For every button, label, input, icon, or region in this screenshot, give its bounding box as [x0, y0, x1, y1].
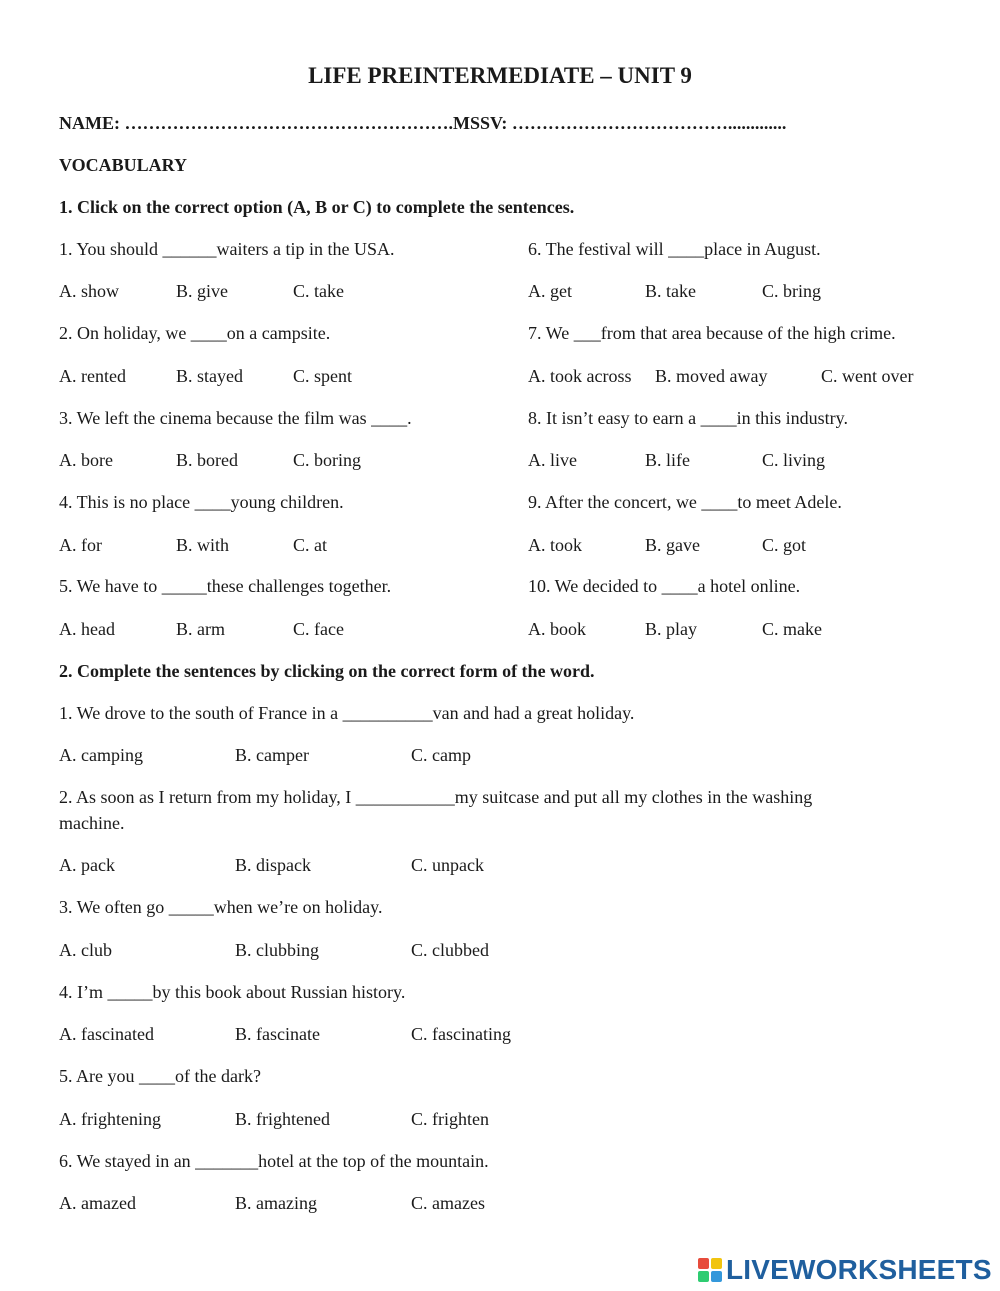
answer-option[interactable]: C. face	[293, 619, 344, 639]
question-text: 9. After the concert, we ____to meet Adele.	[528, 492, 842, 512]
answer-option[interactable]: B. arm	[176, 619, 225, 639]
answer-option[interactable]: A. for	[59, 535, 102, 555]
answer-option[interactable]: B. clubbing	[235, 940, 319, 960]
answer-option[interactable]: A. get	[528, 281, 572, 301]
answer-option[interactable]: A. pack	[59, 855, 115, 875]
page-title: LIFE PREINTERMEDIATE – UNIT 9	[308, 63, 692, 88]
question-text: 8. It isn’t easy to earn a ____in this industry.	[528, 408, 848, 428]
question-text: 10. We decided to ____a hotel online.	[528, 576, 801, 596]
answer-option[interactable]: B. give	[176, 281, 228, 301]
answer-option[interactable]: B. dispack	[235, 855, 311, 875]
answer-option[interactable]: B. gave	[645, 535, 700, 555]
question-text: 3. We often go _____when we’re on holiday.	[59, 897, 383, 917]
answer-option[interactable]: A. camping	[59, 745, 143, 765]
answer-option[interactable]: C. unpack	[411, 855, 484, 875]
answer-option[interactable]: C. at	[293, 535, 327, 555]
answer-option[interactable]: C. fascinating	[411, 1024, 511, 1044]
answer-option[interactable]: B. camper	[235, 745, 309, 765]
question-text: 2. On holiday, we ____on a campsite.	[59, 323, 331, 343]
logo-block	[698, 1258, 709, 1269]
answer-option[interactable]: A. took	[528, 535, 582, 555]
answer-option[interactable]: C. make	[762, 619, 822, 639]
answer-option[interactable]: A. club	[59, 940, 112, 960]
answer-option[interactable]: A. head	[59, 619, 115, 639]
answer-option[interactable]: B. take	[645, 281, 696, 301]
answer-option[interactable]: C. amazes	[411, 1193, 485, 1213]
question-text: 5. We have to _____these challenges together.	[59, 576, 392, 596]
name-line: NAME: ……………………………………………….MSSV: ……………………………….............	[59, 113, 787, 133]
answer-option[interactable]: B. frightened	[235, 1109, 330, 1129]
logo-block	[711, 1258, 722, 1269]
answer-option[interactable]: B. life	[645, 450, 690, 470]
answer-option[interactable]: A. fascinated	[59, 1024, 154, 1044]
answer-option[interactable]: B. bored	[176, 450, 238, 470]
answer-option[interactable]: C. spent	[293, 366, 353, 386]
answer-option[interactable]: B. stayed	[176, 366, 243, 386]
question-text-continuation: machine.	[59, 813, 125, 833]
question-text: 6. The festival will ____place in August.	[528, 239, 821, 259]
question-text: 3. We left the cinema because the film was ____.	[59, 408, 412, 428]
answer-option[interactable]: B. play	[645, 619, 697, 639]
answer-option[interactable]: A. rented	[59, 366, 126, 386]
question-text: 1. You should ______waiters a tip in the USA.	[59, 239, 395, 259]
liveworksheets-logo	[698, 1254, 992, 1286]
vocabulary-heading: VOCABULARY	[59, 155, 188, 175]
answer-option[interactable]: A. show	[59, 281, 120, 301]
question-text: 2. As soon as I return from my holiday, I ___________my suitcase and put all my clothes in the washing	[59, 787, 813, 807]
question-text: 1. We drove to the south of France in a __________van and had a great holiday.	[59, 703, 635, 723]
answer-option[interactable]: B. amazing	[235, 1193, 317, 1213]
logo-block	[711, 1271, 722, 1282]
answer-option[interactable]: A. took across	[528, 366, 632, 386]
question-text: 4. This is no place ____young children.	[59, 492, 344, 512]
question-text: 7. We ___from that area because of the high crime.	[528, 323, 896, 343]
answer-option[interactable]: A. amazed	[59, 1193, 136, 1213]
answer-option[interactable]: A. book	[528, 619, 586, 639]
answer-option[interactable]: B. fascinate	[235, 1024, 320, 1044]
answer-option[interactable]: C. bring	[762, 281, 822, 301]
answer-option[interactable]: C. living	[762, 450, 826, 470]
question-text: 6. We stayed in an _______hotel at the top of the mountain.	[59, 1151, 489, 1171]
answer-option[interactable]: A. bore	[59, 450, 113, 470]
answer-option[interactable]: A. frightening	[59, 1109, 161, 1129]
answer-option[interactable]: C. boring	[293, 450, 362, 470]
answer-option[interactable]: C. camp	[411, 745, 471, 765]
logo-blocks-icon	[698, 1258, 722, 1282]
question-text: 4. I’m _____by this book about Russian history.	[59, 982, 406, 1002]
answer-option[interactable]: C. clubbed	[411, 940, 489, 960]
brand-name: LIVEWORKSHEETS	[726, 1254, 992, 1285]
part2-instruction: 2. Complete the sentences by clicking on the correct form of the word.	[59, 661, 595, 681]
question-text: 5. Are you ____of the dark?	[59, 1066, 261, 1086]
answer-option[interactable]: C. went over	[821, 366, 914, 386]
answer-option[interactable]: C. take	[293, 281, 344, 301]
answer-option[interactable]: C. frighten	[411, 1109, 489, 1129]
answer-option[interactable]: A. live	[528, 450, 577, 470]
answer-option[interactable]: B. with	[176, 535, 230, 555]
logo-block	[698, 1271, 709, 1282]
answer-option[interactable]: C. got	[762, 535, 807, 555]
answer-option[interactable]: B. moved away	[655, 366, 768, 386]
part1-instruction: 1. Click on the correct option (A, B or C) to complete the sentences.	[59, 197, 575, 217]
